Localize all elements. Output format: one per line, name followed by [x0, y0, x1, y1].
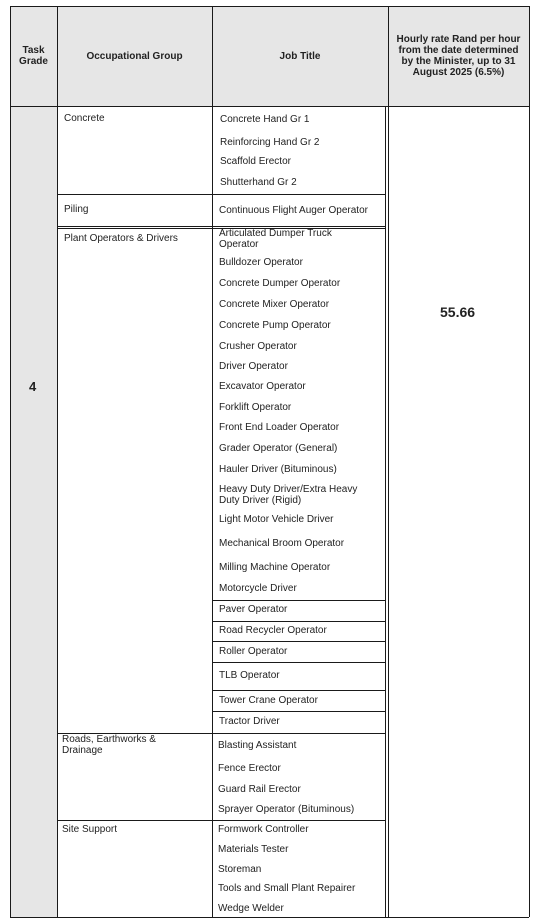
job-row-divider [212, 690, 385, 691]
job-title: Excavator Operator [219, 381, 306, 392]
frame-left [10, 6, 11, 917]
group-divider [57, 226, 385, 227]
job-title: Driver Operator [219, 361, 288, 372]
job-row-divider [212, 641, 385, 642]
frame-right [529, 6, 530, 917]
col-divider-1 [57, 6, 58, 917]
job-title: Concrete Hand Gr 1 [220, 114, 310, 125]
job-title: Sprayer Operator (Bituminous) [218, 804, 355, 815]
job-title: Light Motor Vehicle Driver [219, 514, 334, 525]
job-title: Continuous Flight Auger Operator [219, 205, 368, 216]
group-divider [57, 194, 385, 195]
job-title: Blasting Assistant [218, 740, 297, 751]
job-title: Scaffold Erector [220, 156, 291, 167]
job-title: Reinforcing Hand Gr 2 [220, 137, 320, 148]
job-title: Concrete Dumper Operator [219, 278, 341, 289]
col-divider-2 [212, 6, 213, 917]
job-title: Roller Operator [219, 646, 288, 657]
occupational-group-concrete: Concrete [64, 113, 105, 124]
job-title: Tower Crane Operator [219, 695, 318, 706]
job-title: Shutterhand Gr 2 [220, 177, 297, 188]
occupational-group-plant-operators: Plant Operators & Drivers [64, 233, 178, 244]
job-row-divider [212, 600, 385, 601]
job-title: Concrete Mixer Operator [219, 299, 330, 310]
job-col-right [385, 106, 386, 917]
job-title: Fence Erector [218, 763, 281, 774]
header-divider [10, 106, 529, 107]
job-title: Guard Rail Erector [218, 784, 301, 795]
job-title: Crusher Operator [219, 341, 297, 352]
hourly-rate-value: 55.66 [440, 304, 476, 320]
occupational-group-roads: Roads, Earthworks & Drainage [62, 734, 156, 756]
job-title: Hauler Driver (Bituminous) [219, 464, 337, 475]
frame-top [10, 6, 529, 7]
job-title: Wedge Welder [218, 903, 284, 914]
job-title: Grader Operator (General) [219, 443, 338, 454]
job-title: Storeman [218, 864, 262, 875]
job-row-divider [212, 711, 385, 712]
header-task-grade: Task Grade [19, 45, 48, 67]
job-title: Motorcycle Driver [219, 583, 297, 594]
job-title: Road Recycler Operator [219, 625, 327, 636]
job-title: TLB Operator [219, 670, 280, 681]
job-title: Concrete Pump Operator [219, 320, 331, 331]
job-title: Forklift Operator [219, 402, 292, 413]
header-job-title: Job Title [279, 50, 321, 62]
frame-bottom [10, 917, 529, 918]
col-divider-3 [388, 6, 389, 917]
job-row-divider [212, 621, 385, 622]
task-grade-value: 4 [29, 379, 37, 394]
header-hourly-rate: Hourly rate Rand per hour from the date determined by the Minister, up to 31 August 2025 (6.5%) [396, 34, 521, 78]
job-title: Heavy Duty Driver/Extra Heavy Duty Driver (Rigid) [219, 484, 358, 506]
occupational-group-piling: Piling [64, 204, 89, 215]
job-title: Tools and Small Plant Repairer [218, 883, 356, 894]
job-title: Articulated Dumper Truck Operator [219, 228, 332, 250]
task-grade-column [10, 106, 57, 917]
occupational-group-site-support: Site Support [62, 824, 118, 835]
job-title: Materials Tester [218, 844, 289, 855]
job-title: Paver Operator [219, 604, 288, 615]
job-title: Milling Machine Operator [219, 562, 331, 573]
job-title: Tractor Driver [219, 716, 280, 727]
group-divider [57, 820, 385, 821]
job-row-divider [212, 662, 385, 663]
job-title: Mechanical Broom Operator [219, 538, 345, 549]
header-occupational-group: Occupational Group [86, 50, 183, 62]
job-title: Bulldozer Operator [219, 257, 303, 268]
job-title: Front End Loader Operator [219, 422, 340, 433]
job-title: Formwork Controller [218, 824, 309, 835]
